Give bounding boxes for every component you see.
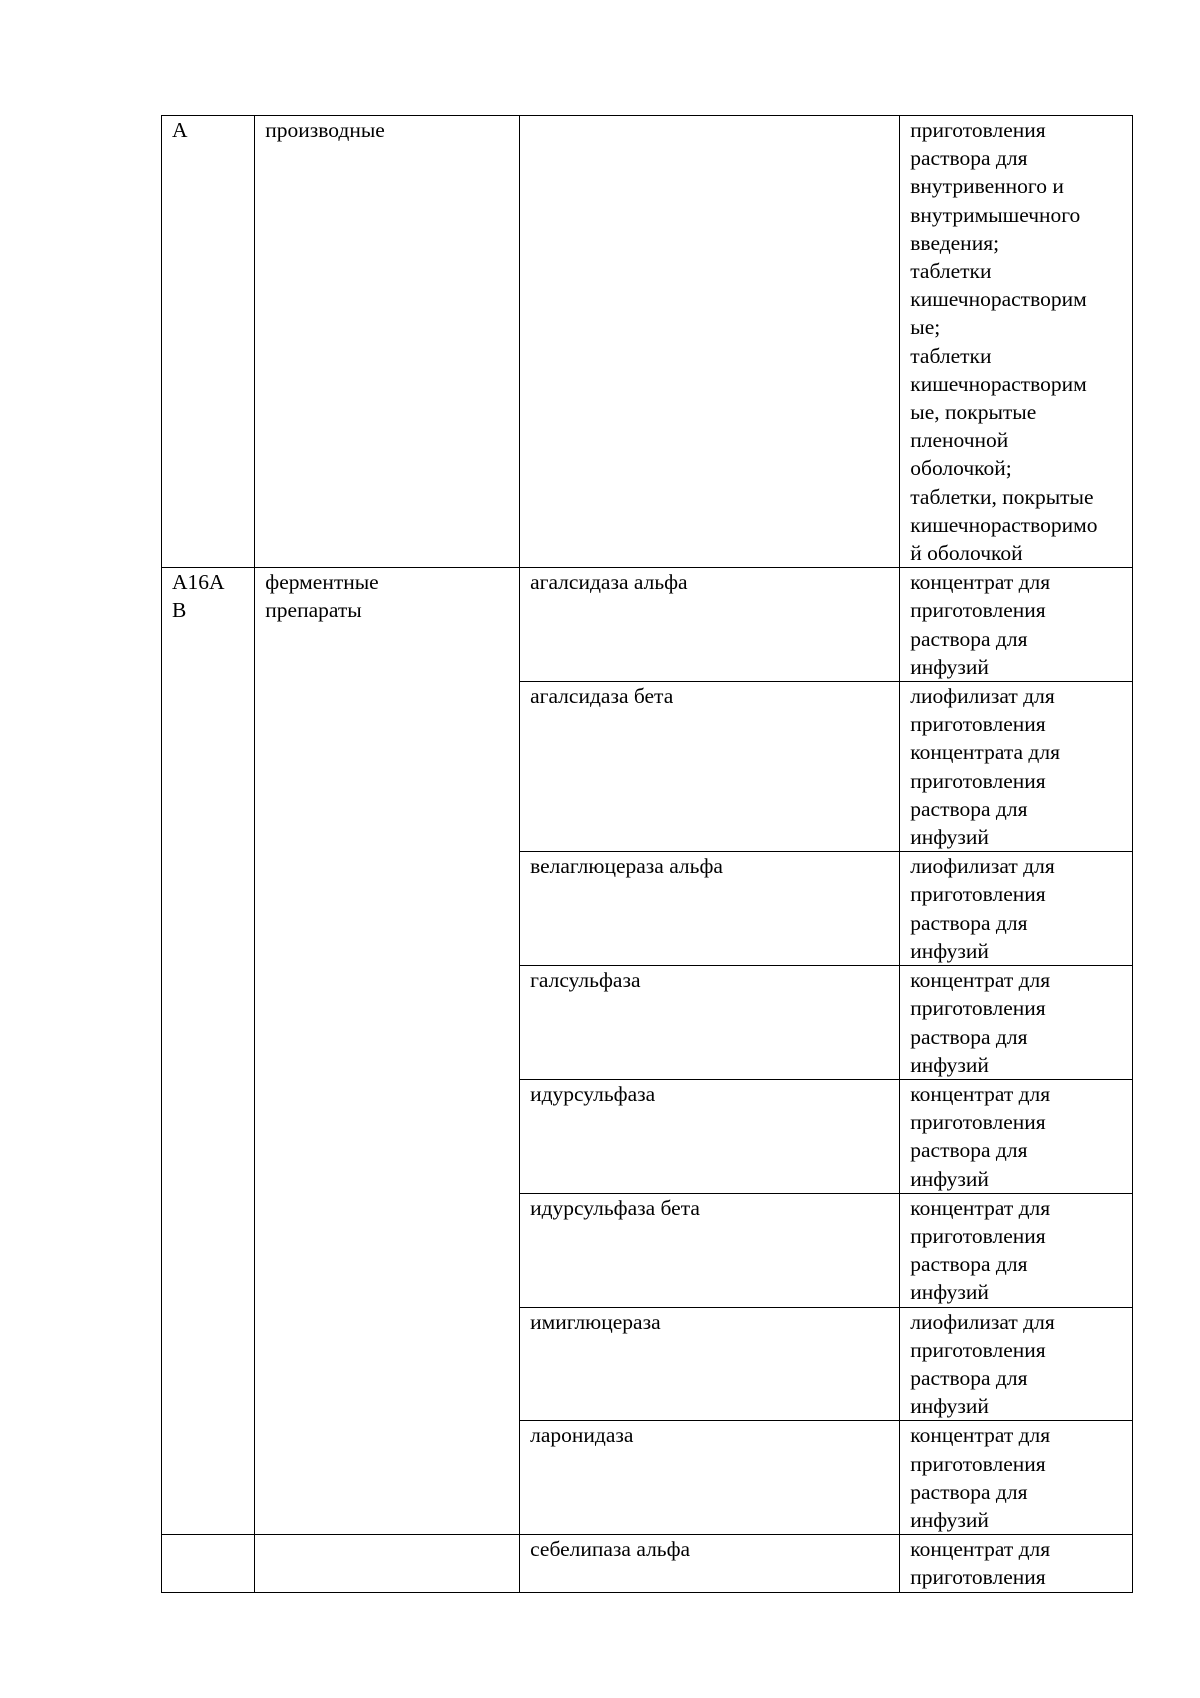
dosage-form-cell: концентрат для приготовления раствора для инфузий	[900, 1193, 1133, 1307]
anatomical-group-cell	[255, 1535, 520, 1592]
dosage-form-cell: лиофилизат для приготовления концентрата для приготовления раствора для инфузий	[900, 682, 1133, 852]
drug-table	[161, 115, 1133, 1593]
drug-name-cell: галсульфаза	[520, 966, 900, 1080]
table-row	[162, 116, 1133, 568]
drug-name-cell: себелипаза альфа	[520, 1535, 900, 1592]
table-row	[162, 1535, 1133, 1592]
dosage-form-cell: приготовления раствора для внутривенного и внутримышечного введения; таблетки кишечнорастворим ые; таблетки кишечнорастворим ые, покрытые пленочной оболочкой; таблетки, покрытые кишечнорастворимо й оболочкой	[900, 116, 1133, 568]
atc-code-cell	[162, 1535, 255, 1592]
drug-name-cell	[520, 116, 900, 568]
dosage-form-cell: лиофилизат для приготовления раствора для инфузий	[900, 1307, 1133, 1421]
drug-name-cell: агалсидаза альфа	[520, 568, 900, 682]
dosage-form-cell: концентрат для приготовления раствора для инфузий	[900, 966, 1133, 1080]
dosage-form-cell: лиофилизат для приготовления раствора для инфузий	[900, 852, 1133, 966]
drug-name-cell: идурсульфаза	[520, 1079, 900, 1193]
drug-name-cell: ларонидаза	[520, 1421, 900, 1535]
anatomical-group-cell: ферментные препараты	[255, 568, 520, 1535]
drug-name-cell: идурсульфаза бета	[520, 1193, 900, 1307]
anatomical-group-cell: производные	[255, 116, 520, 568]
dosage-form-cell: концентрат для приготовления раствора для инфузий	[900, 1079, 1133, 1193]
dosage-form-cell: концентрат для приготовления раствора для инфузий	[900, 568, 1133, 682]
drug-name-cell: агалсидаза бета	[520, 682, 900, 852]
dosage-form-cell: концентрат для приготовления	[900, 1535, 1133, 1592]
table-row	[162, 568, 1133, 682]
dosage-form-cell: концентрат для приготовления раствора для инфузий	[900, 1421, 1133, 1535]
drug-name-cell: имиглюцераза	[520, 1307, 900, 1421]
atc-code-cell: А	[162, 116, 255, 568]
atc-code-cell: А16А В	[162, 568, 255, 1535]
drug-name-cell: велаглюцераза альфа	[520, 852, 900, 966]
